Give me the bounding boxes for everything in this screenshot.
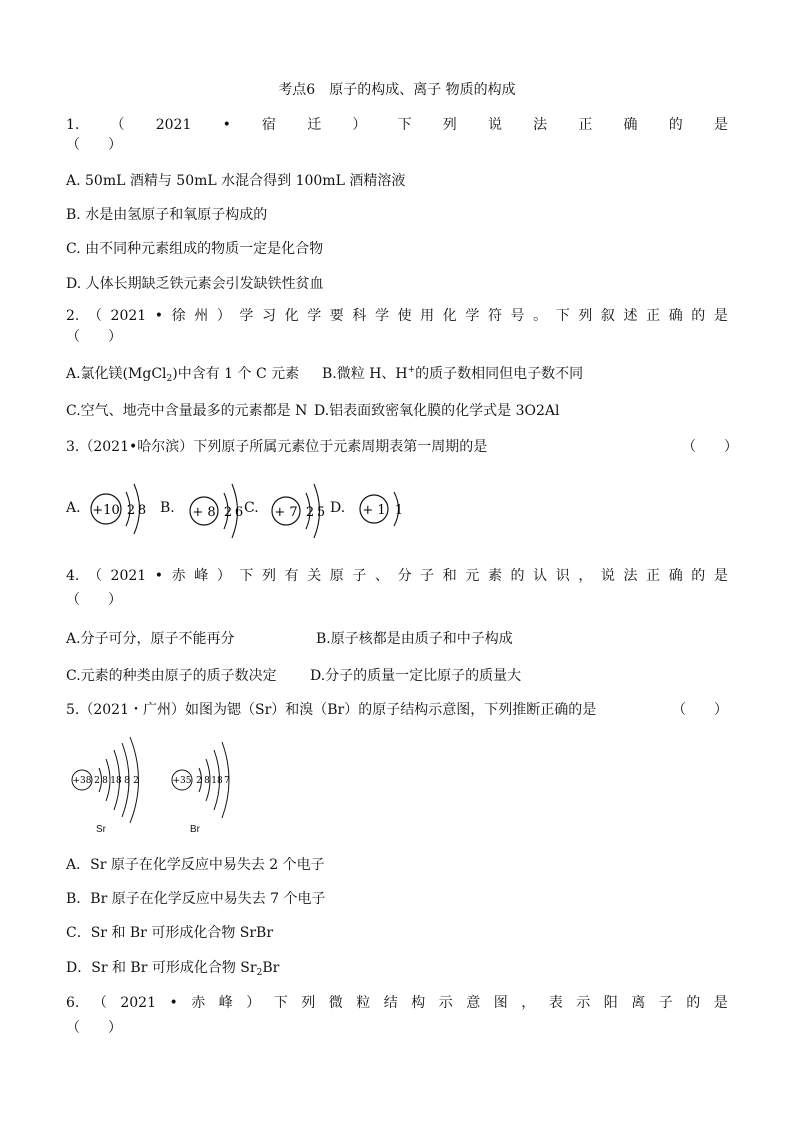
stem-token: 法	[623, 568, 638, 584]
stem-token: 1.	[66, 117, 80, 133]
question-1-option-d: D. 人体长期缺乏铁元素会引发缺铁性贫血	[66, 276, 324, 292]
svg-text:8: 8	[102, 776, 108, 786]
stem-token: •	[222, 117, 231, 133]
stem-token: 州	[194, 308, 209, 324]
stem-token: 科	[352, 308, 367, 324]
question-4-option-b: B.原子核都是由质子和中子构成	[316, 631, 513, 647]
stem-token: 确	[668, 568, 683, 584]
stem-token: 2021	[120, 995, 156, 1011]
stem-token: 是	[713, 308, 728, 324]
question-3-label-b: B.	[160, 500, 175, 516]
stem-token: ，	[521, 995, 536, 1011]
stem-token: 用	[420, 308, 435, 324]
question-5-option-c: C．Sr 和 Br 可形成化合物 SrBr	[66, 925, 274, 941]
question-3-label-d: D.	[330, 500, 346, 516]
stem-token: ）	[352, 117, 367, 133]
stem-token: 下	[239, 568, 254, 584]
stem-token: 阳	[603, 995, 618, 1011]
stem-token: 认	[533, 568, 548, 584]
stem-token: 法	[533, 117, 548, 133]
stem-token: 下	[273, 995, 288, 1011]
question-4-option-c: C.元素的种类由原子的质子数决定	[66, 668, 277, 684]
question-6-answer-blank: （ ）	[66, 1020, 122, 1036]
stem-token: 2021	[155, 117, 192, 133]
question-5-stem: 5.（2021・广州）如图为锶（Sr）和溴（Br）的原子结构示意图，下列推断正确的是	[66, 702, 597, 718]
stem-token: ，	[578, 568, 593, 584]
stem-token: 正	[646, 568, 661, 584]
stem-token: 和	[442, 568, 457, 584]
stem-token: 下	[555, 308, 570, 324]
stem-token: 有	[284, 568, 299, 584]
stem-token: 识	[555, 568, 570, 584]
stem-token: 号	[510, 308, 525, 324]
stem-token: 列	[442, 117, 457, 133]
question-3-label-a: A.	[66, 500, 81, 516]
question-4-answer-blank: （ ）	[66, 592, 122, 608]
stem-token: 的	[691, 308, 706, 324]
question-2-option-a: A.氯化镁(MgCl$_2$)中含有 1 个 C 元素	[66, 366, 300, 384]
stem-token: 构	[411, 995, 426, 1011]
stem-token: 化	[442, 308, 457, 324]
stem-token: 关	[307, 568, 322, 584]
stem-token: 符	[487, 308, 502, 324]
stem-token: 原	[329, 568, 344, 584]
question-5-answer-blank: （ ）	[672, 702, 728, 718]
stem-token: •	[154, 568, 164, 584]
question-2-option-d: D.铝表面致密氧化膜的化学式是 3O2Al	[314, 403, 560, 419]
stem-token: 赤	[191, 995, 206, 1011]
stem-token: 正	[578, 117, 593, 133]
question-1-answer-blank: （ ）	[66, 137, 122, 153]
br-atom-diagram	[170, 735, 270, 835]
svg-text:+ 1: + 1	[362, 503, 386, 518]
stem-token: 6.	[66, 995, 80, 1011]
svg-text:5: 5	[316, 505, 326, 520]
stem-token: 分	[397, 568, 412, 584]
stem-token: ）	[216, 308, 231, 324]
stem-token: 表	[548, 995, 563, 1011]
stem-token: 2021	[110, 568, 147, 584]
stem-token: 宿	[262, 117, 277, 133]
svg-text:2: 2	[305, 505, 315, 520]
stem-token: 迁	[307, 117, 322, 133]
stem-token: 说	[600, 568, 615, 584]
stem-token: 2021	[110, 308, 147, 324]
stem-token: •	[169, 995, 178, 1011]
question-1-option-c: C. 由不同种元素组成的物质一定是化合物	[66, 241, 324, 257]
question-3-answer-blank: （ ）	[682, 439, 738, 455]
svg-text:7: 7	[224, 776, 230, 786]
atom-diagram-b	[186, 478, 250, 540]
stem-token: （	[110, 117, 125, 133]
stem-token: 列	[301, 995, 316, 1011]
stem-token: 徐	[171, 308, 186, 324]
stem-token: 峰	[194, 568, 209, 584]
svg-text:+38: +38	[72, 776, 92, 786]
stem-token: 示	[438, 995, 453, 1011]
stem-token: 是	[713, 568, 728, 584]
stem-token: 学	[239, 308, 254, 324]
stem-token: 元	[465, 568, 480, 584]
stem-token: 正	[646, 308, 661, 324]
stem-token: 的	[686, 995, 701, 1011]
stem-token: 微	[328, 995, 343, 1011]
stem-token: 2.	[66, 308, 80, 324]
question-2-option-b: B.微粒 H、H+的质子数相同但电子数不同	[322, 365, 584, 382]
stem-token: 使	[397, 308, 412, 324]
svg-text:+35: +35	[172, 776, 192, 786]
question-4-stem	[66, 567, 728, 585]
stem-token: 的	[510, 568, 525, 584]
stem-token: 说	[487, 117, 502, 133]
stem-token: •	[154, 308, 164, 324]
stem-token: 学	[307, 308, 322, 324]
stem-token: 是	[713, 995, 728, 1011]
stem-token: 学	[374, 308, 389, 324]
atom-diagram-c	[268, 478, 332, 540]
stem-token: 叙	[600, 308, 615, 324]
svg-text:6: 6	[234, 505, 244, 520]
question-2-stem	[66, 307, 728, 325]
question-5-option-b: B．Br 原子在化学反应中易失去 7 个电子	[66, 891, 326, 907]
svg-text:2: 2	[223, 505, 233, 520]
question-5-option-a: A．Sr 原子在化学反应中易失去 2 个电子	[66, 857, 325, 873]
stem-token: 离	[631, 995, 646, 1011]
question-3-label-c: C.	[244, 500, 259, 516]
svg-text:+ 8: + 8	[192, 505, 216, 520]
stem-token: 列	[262, 568, 277, 584]
sr-label: Sr	[96, 824, 106, 835]
stem-token: 的	[668, 117, 683, 133]
stem-token: 下	[397, 117, 412, 133]
svg-text:18: 18	[211, 776, 223, 786]
stem-token: 化	[284, 308, 299, 324]
stem-token: 学	[465, 308, 480, 324]
question-4-option-a: A.分子可分，原子不能再分	[66, 631, 235, 647]
stem-token: 习	[262, 308, 277, 324]
stem-token: （	[87, 308, 102, 324]
sr-atom-diagram	[66, 735, 176, 835]
stem-token: 列	[578, 308, 593, 324]
svg-text:1: 1	[394, 503, 404, 518]
br-label: Br	[190, 824, 200, 835]
stem-token: 要	[329, 308, 344, 324]
stem-token: 、	[374, 568, 389, 584]
stem-token: 示	[576, 995, 591, 1011]
svg-text:18: 18	[110, 776, 122, 786]
stem-token: 素	[487, 568, 502, 584]
question-1-option-a: A. 50mL 酒精与 50mL 水混合得到 100mL 酒精溶液	[66, 173, 406, 189]
question-1-stem	[66, 116, 728, 134]
svg-text:2: 2	[196, 776, 202, 786]
stem-token: 确	[623, 117, 638, 133]
stem-token: 粒	[356, 995, 371, 1011]
question-3-stem: 3.（2021•哈尔滨）下列原子所属元素位于元素周期表第一周期的是	[66, 439, 488, 455]
stem-token: 子	[420, 568, 435, 584]
svg-text:2: 2	[126, 503, 136, 518]
stem-token: 意	[466, 995, 481, 1011]
svg-text:8: 8	[204, 776, 210, 786]
stem-token: 图	[493, 995, 508, 1011]
question-6-stem	[66, 994, 728, 1012]
svg-text:2: 2	[94, 776, 100, 786]
stem-token: 子	[352, 568, 367, 584]
question-4-option-d: D.分子的质量一定比原子的质量大	[310, 668, 522, 684]
question-2-answer-blank: （ ）	[66, 329, 122, 345]
stem-token: 的	[691, 568, 706, 584]
svg-text:8: 8	[124, 776, 130, 786]
page-title: 考点6 原子的构成、离子 物质的构成	[278, 82, 516, 98]
question-5-option-d: D．Sr 和 Br 可形成化合物 $Sr_2Br$	[66, 960, 280, 978]
svg-text:2: 2	[133, 776, 139, 786]
svg-text:+10: +10	[92, 503, 120, 518]
stem-token: ）	[246, 995, 261, 1011]
question-2-option-c: C.空气、地壳中含量最多的元素都是 N	[66, 403, 308, 419]
svg-text:+ 7: + 7	[274, 505, 298, 520]
atom-diagram-d	[356, 478, 410, 540]
stem-token: （	[92, 995, 107, 1011]
stem-token: （	[87, 568, 102, 584]
stem-token: 4.	[66, 568, 80, 584]
stem-token: 是	[713, 117, 728, 133]
stem-token: 确	[668, 308, 683, 324]
stem-token: 子	[658, 995, 673, 1011]
question-1-option-b: B. 水是由氢原子和氧原子构成的	[66, 207, 268, 223]
stem-token: 。	[533, 308, 548, 324]
stem-token: 赤	[171, 568, 186, 584]
atom-diagram-a	[88, 478, 152, 540]
stem-token: 述	[623, 308, 638, 324]
stem-token: 结	[383, 995, 398, 1011]
stem-token: ）	[216, 568, 231, 584]
svg-text:8: 8	[137, 503, 147, 518]
stem-token: 峰	[218, 995, 233, 1011]
